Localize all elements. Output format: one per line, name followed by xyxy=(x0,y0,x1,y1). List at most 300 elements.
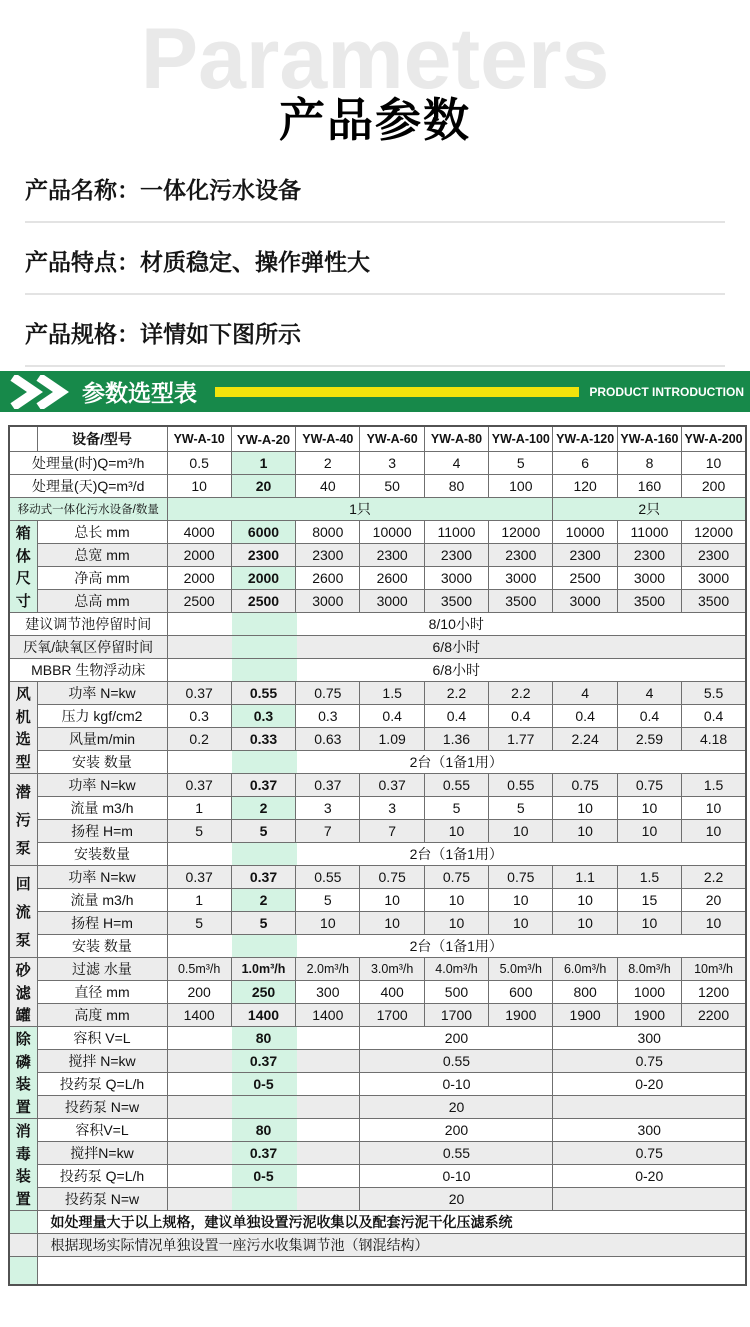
value-cell: 15 xyxy=(617,889,681,912)
value-cell: 1400 xyxy=(231,1004,295,1027)
value-cell: 8.0m³/h xyxy=(617,958,681,981)
value-cell: 3 xyxy=(296,797,360,820)
merged-value-cell: 2台（1备1用） xyxy=(167,843,746,866)
merged-value-cell xyxy=(167,1096,360,1119)
value-cell: 0.4 xyxy=(360,705,424,728)
value-cell: 1200 xyxy=(682,981,746,1004)
value-cell: 160 xyxy=(617,475,681,498)
group-spacer-cell xyxy=(9,1257,37,1286)
value-cell: 10 xyxy=(360,912,424,935)
value-cell: 3500 xyxy=(617,590,681,613)
value-cell: 2.24 xyxy=(553,728,617,751)
model-col-header: YW-A-80 xyxy=(424,426,488,452)
table-row xyxy=(9,1211,746,1234)
value-cell: 1700 xyxy=(424,1004,488,1027)
value-cell: 2300 xyxy=(682,544,746,567)
param-row-label: 投药泵 Q=L/h xyxy=(37,1073,167,1096)
value-cell: 12000 xyxy=(682,521,746,544)
value-cell: 0.75 xyxy=(424,866,488,889)
table-row xyxy=(9,981,746,1004)
value-cell: 4.0m³/h xyxy=(424,958,488,981)
value-cell: 10 xyxy=(553,912,617,935)
value-cell: 1700 xyxy=(360,1004,424,1027)
merged-value-cell: 0-5 xyxy=(167,1165,360,1188)
merged-value-cell: 0-5 xyxy=(167,1073,360,1096)
param-row-label: 净高 mm xyxy=(37,567,167,590)
value-cell: 2600 xyxy=(360,567,424,590)
value-cell: 11000 xyxy=(617,521,681,544)
value-cell: 10 xyxy=(553,797,617,820)
value-cell: 10 xyxy=(617,820,681,843)
merged-value-cell: 1只 xyxy=(167,498,553,521)
table-row xyxy=(9,1234,746,1257)
merged-value-cell: 0.37 xyxy=(167,1050,360,1073)
table-row xyxy=(9,958,746,981)
value-cell: 10 xyxy=(489,820,553,843)
merged-value-cell: 6/8小时 xyxy=(167,636,746,659)
parameter-selection-table xyxy=(8,425,747,1286)
value-cell: 2600 xyxy=(296,567,360,590)
value-cell: 12000 xyxy=(489,521,553,544)
highlight-stripe xyxy=(232,751,297,773)
merged-value-cell: 300 xyxy=(553,1119,746,1142)
value-cell: 2 xyxy=(296,452,360,475)
value-cell: 3500 xyxy=(424,590,488,613)
param-row-label: 总宽 mm xyxy=(37,544,167,567)
param-row-label: 总长 mm xyxy=(37,521,167,544)
value-cell: 1900 xyxy=(617,1004,681,1027)
group-label: 除 磷 装 置 xyxy=(9,1027,37,1119)
group-label: 潜 污 泵 xyxy=(9,774,37,866)
model-col-header: YW-A-160 xyxy=(617,426,681,452)
value-cell: 3000 xyxy=(553,590,617,613)
value-cell: 1.1 xyxy=(553,866,617,889)
note-row-text: 根据现场实际情况单独设置一座污水收集调节池（钢混结构） xyxy=(37,1234,746,1257)
param-row-label: 安装数量 xyxy=(37,843,167,866)
group-spacer-cell xyxy=(9,1234,37,1257)
param-row-label: 流量 m3/h xyxy=(37,797,167,820)
value-cell: 0.3 xyxy=(296,705,360,728)
value-cell: 10 xyxy=(682,797,746,820)
table-row xyxy=(9,1096,746,1119)
param-row-label: 投药泵 N=w xyxy=(37,1188,167,1211)
table-row xyxy=(9,889,746,912)
value-cell: 5 xyxy=(231,912,295,935)
group-spacer-cell xyxy=(9,1211,37,1234)
value-cell: 0.37 xyxy=(167,774,231,797)
value-cell: 3000 xyxy=(489,567,553,590)
value-cell: 3 xyxy=(360,452,424,475)
table-row xyxy=(9,567,746,590)
value-cell: 0.75 xyxy=(617,774,681,797)
param-row-label: 投药泵 N=w xyxy=(37,1096,167,1119)
table-row xyxy=(9,1257,746,1286)
merged-value-cell: 0-20 xyxy=(553,1073,746,1096)
value-cell: 4000 xyxy=(167,521,231,544)
merged-value-cell: 20 xyxy=(360,1096,553,1119)
table-row xyxy=(9,705,746,728)
merged-value-cell: 0.75 xyxy=(553,1142,746,1165)
table-row xyxy=(9,728,746,751)
value-cell: 5 xyxy=(231,820,295,843)
highlight-stripe xyxy=(232,636,297,658)
table-row xyxy=(9,935,746,958)
value-cell: 0.55 xyxy=(231,682,295,705)
value-cell: 300 xyxy=(296,981,360,1004)
value-cell: 0.37 xyxy=(231,866,295,889)
value-cell: 1400 xyxy=(296,1004,360,1027)
param-row-label: 处理量(时)Q=m³/h xyxy=(9,452,167,475)
value-cell: 2.2 xyxy=(489,682,553,705)
model-col-header: YW-A-60 xyxy=(360,426,424,452)
param-row-label: 安装 数量 xyxy=(37,751,167,774)
section-banner xyxy=(0,371,750,412)
table-row xyxy=(9,521,746,544)
table-row xyxy=(9,613,746,636)
spec-product-size: 产品规格：详情如下图所示 xyxy=(25,316,725,367)
value-cell: 0.55 xyxy=(424,774,488,797)
param-row-label: 建议调节池停留时间 xyxy=(9,613,167,636)
value-cell: 3000 xyxy=(360,590,424,613)
param-row-label: 处理量(天)Q=m³/d xyxy=(9,475,167,498)
value-cell: 10 xyxy=(424,820,488,843)
merged-value-cell: 2台（1备1用） xyxy=(167,935,746,958)
group-label: 风 机 选 型 xyxy=(9,682,37,774)
value-cell: 2.59 xyxy=(617,728,681,751)
value-cell: 3000 xyxy=(682,567,746,590)
value-cell: 800 xyxy=(553,981,617,1004)
merged-value-cell: 80 xyxy=(167,1027,360,1050)
value-cell: 200 xyxy=(167,981,231,1004)
value-cell: 1 xyxy=(231,452,295,475)
value-cell: 1.5 xyxy=(360,682,424,705)
merged-value-cell xyxy=(553,1188,746,1211)
merged-value-cell: 20 xyxy=(360,1188,553,1211)
value-cell: 0.75 xyxy=(360,866,424,889)
page-title: 产品参数 xyxy=(279,94,471,146)
value-cell: 0.75 xyxy=(296,682,360,705)
table-header-row xyxy=(9,426,746,452)
value-cell: 7 xyxy=(296,820,360,843)
value-cell: 0.4 xyxy=(553,705,617,728)
merged-value-cell: 2只 xyxy=(553,498,746,521)
value-cell: 3000 xyxy=(296,590,360,613)
watermark-parameters: Parameters xyxy=(140,11,610,107)
value-cell: 3000 xyxy=(424,567,488,590)
table-row xyxy=(9,1142,746,1165)
merged-value-cell: 2台（1备1用） xyxy=(167,751,746,774)
value-cell: 3500 xyxy=(682,590,746,613)
value-cell: 120 xyxy=(553,475,617,498)
value-cell: 10 xyxy=(424,912,488,935)
merged-value-cell: 80 xyxy=(167,1119,360,1142)
model-col-header: YW-A-20 xyxy=(231,426,295,452)
value-cell: 5 xyxy=(489,452,553,475)
value-cell: 10 xyxy=(617,797,681,820)
value-cell: 2500 xyxy=(553,567,617,590)
table-row xyxy=(9,1027,746,1050)
table-row xyxy=(9,1004,746,1027)
value-cell: 4.18 xyxy=(682,728,746,751)
value-cell: 2300 xyxy=(617,544,681,567)
value-cell: 2000 xyxy=(167,567,231,590)
merged-value-cell xyxy=(167,1188,360,1211)
banner-yellow-bar xyxy=(215,387,579,397)
model-col-header: YW-A-10 xyxy=(167,426,231,452)
param-row-label: 总高 mm xyxy=(37,590,167,613)
spec-table xyxy=(8,425,747,1286)
param-row-label: 搅拌N=kw xyxy=(37,1142,167,1165)
value-cell: 0.37 xyxy=(360,774,424,797)
value-cell: 7 xyxy=(360,820,424,843)
value-cell: 3000 xyxy=(617,567,681,590)
highlight-stripe xyxy=(232,1096,297,1118)
highlight-stripe xyxy=(232,1188,297,1210)
table-row xyxy=(9,682,746,705)
table-row xyxy=(9,774,746,797)
param-row-label: 容积 V=L xyxy=(37,1027,167,1050)
value-cell: 2500 xyxy=(167,590,231,613)
value-cell: 2000 xyxy=(231,567,295,590)
table-row xyxy=(9,1073,746,1096)
value-cell: 2500 xyxy=(231,590,295,613)
value-cell: 2300 xyxy=(553,544,617,567)
value-cell: 1.5 xyxy=(682,774,746,797)
highlight-stripe xyxy=(232,935,297,957)
table-row xyxy=(9,636,746,659)
value-cell: 4 xyxy=(617,682,681,705)
value-cell: 80 xyxy=(424,475,488,498)
table-row xyxy=(9,797,746,820)
value-cell: 2300 xyxy=(296,544,360,567)
value-cell: 0.2 xyxy=(167,728,231,751)
value-cell: 1.5 xyxy=(617,866,681,889)
value-cell: 0.37 xyxy=(296,774,360,797)
param-row-label: 搅拌 N=kw xyxy=(37,1050,167,1073)
spec-product-name: 产品名称：一体化污水设备 xyxy=(25,172,725,223)
param-row-label: 扬程 H=m xyxy=(37,820,167,843)
value-cell: 2.2 xyxy=(682,866,746,889)
merged-value-cell: 200 xyxy=(360,1119,553,1142)
value-cell: 5 xyxy=(167,820,231,843)
value-cell: 2300 xyxy=(360,544,424,567)
value-cell: 0.63 xyxy=(296,728,360,751)
table-row xyxy=(9,1188,746,1211)
value-cell: 0.55 xyxy=(296,866,360,889)
table-row xyxy=(9,590,746,613)
merged-value-cell: 0-10 xyxy=(360,1165,553,1188)
value-cell: 2 xyxy=(231,889,295,912)
value-cell: 100 xyxy=(489,475,553,498)
product-spec-list xyxy=(25,172,725,388)
group-label: 砂 滤 罐 xyxy=(9,958,37,1027)
param-row-label: 压力 kgf/cm2 xyxy=(37,705,167,728)
value-cell: 10000 xyxy=(553,521,617,544)
value-cell: 6 xyxy=(553,452,617,475)
value-cell: 0.3 xyxy=(231,705,295,728)
value-cell: 0.4 xyxy=(489,705,553,728)
param-row-label: 投药泵 Q=L/h xyxy=(37,1165,167,1188)
param-row-label: 高度 mm xyxy=(37,1004,167,1027)
note-row-text xyxy=(37,1257,746,1286)
table-row xyxy=(9,912,746,935)
param-row-label: 过滤 水量 xyxy=(37,958,167,981)
table-row xyxy=(9,1119,746,1142)
value-cell: 1 xyxy=(167,797,231,820)
value-cell: 5 xyxy=(424,797,488,820)
table-row xyxy=(9,866,746,889)
value-cell: 10 xyxy=(617,912,681,935)
highlight-stripe xyxy=(232,843,297,865)
merged-value-cell: 0.37 xyxy=(167,1142,360,1165)
value-cell: 10 xyxy=(682,912,746,935)
merged-value-cell: 0.55 xyxy=(360,1050,553,1073)
value-cell: 1.77 xyxy=(489,728,553,751)
value-cell: 6000 xyxy=(231,521,295,544)
model-col-header: YW-A-200 xyxy=(682,426,746,452)
value-cell: 4 xyxy=(553,682,617,705)
value-cell: 2.0m³/h xyxy=(296,958,360,981)
value-cell: 1000 xyxy=(617,981,681,1004)
value-cell: 5.0m³/h xyxy=(489,958,553,981)
param-row-label: 风量m/min xyxy=(37,728,167,751)
value-cell: 5.5 xyxy=(682,682,746,705)
value-cell: 5 xyxy=(296,889,360,912)
value-cell: 0.75 xyxy=(489,866,553,889)
value-cell: 2300 xyxy=(424,544,488,567)
highlight-stripe xyxy=(232,613,297,635)
param-row-label: 功率 N=kw xyxy=(37,774,167,797)
table-row xyxy=(9,820,746,843)
value-cell: 2300 xyxy=(231,544,295,567)
merged-value-cell: 0.75 xyxy=(553,1050,746,1073)
value-cell: 0.5 xyxy=(167,452,231,475)
param-row-label: 直径 mm xyxy=(37,981,167,1004)
value-cell: 10000 xyxy=(360,521,424,544)
group-label: 消 毒 装 置 xyxy=(9,1119,37,1211)
value-cell: 50 xyxy=(360,475,424,498)
value-cell: 6.0m³/h xyxy=(553,958,617,981)
value-cell: 10 xyxy=(682,452,746,475)
table-row xyxy=(9,475,746,498)
value-cell: 20 xyxy=(231,475,295,498)
value-cell: 10 xyxy=(553,889,617,912)
value-cell: 11000 xyxy=(424,521,488,544)
merged-value-cell: 0.55 xyxy=(360,1142,553,1165)
value-cell: 400 xyxy=(360,981,424,1004)
value-cell: 10 xyxy=(424,889,488,912)
param-row-label: 厌氧/缺氧区停留时间 xyxy=(9,636,167,659)
banner-right-label: PRODUCT INTRODUCTION xyxy=(589,384,744,399)
value-cell: 0.37 xyxy=(231,774,295,797)
value-cell: 2.2 xyxy=(424,682,488,705)
value-cell: 10 xyxy=(553,820,617,843)
value-cell: 0.37 xyxy=(167,866,231,889)
model-col-header: YW-A-120 xyxy=(553,426,617,452)
value-cell: 0.4 xyxy=(682,705,746,728)
table-row xyxy=(9,498,746,521)
value-cell: 0.55 xyxy=(489,774,553,797)
value-cell: 40 xyxy=(296,475,360,498)
value-cell: 10 xyxy=(489,889,553,912)
param-row-label: 移动式一体化污水设备/数量 xyxy=(9,498,167,521)
note-row-text: 如处理量大于以上规格，建议单独设置污泥收集以及配套污泥干化压滤系统 xyxy=(37,1211,746,1234)
value-cell: 1400 xyxy=(167,1004,231,1027)
param-row-label: 扬程 H=m xyxy=(37,912,167,935)
value-cell: 5 xyxy=(489,797,553,820)
merged-value-cell: 6/8小时 xyxy=(167,659,746,682)
corner-cell xyxy=(9,426,37,452)
merged-value-cell: 0-10 xyxy=(360,1073,553,1096)
value-cell: 0.37 xyxy=(167,682,231,705)
value-cell: 0.75 xyxy=(553,774,617,797)
spec-product-feature: 产品特点：材质稳定、操作弹性大 xyxy=(25,244,725,295)
table-row xyxy=(9,843,746,866)
value-cell: 10 xyxy=(296,912,360,935)
value-cell: 3 xyxy=(360,797,424,820)
value-cell: 5 xyxy=(167,912,231,935)
merged-value-cell: 8/10小时 xyxy=(167,613,746,636)
value-cell: 200 xyxy=(682,475,746,498)
model-col-header: YW-A-40 xyxy=(296,426,360,452)
merged-value-cell: 200 xyxy=(360,1027,553,1050)
table-row xyxy=(9,659,746,682)
value-cell: 20 xyxy=(682,889,746,912)
group-label: 回 流 泵 xyxy=(9,866,37,958)
table-row xyxy=(9,751,746,774)
value-cell: 10 xyxy=(489,912,553,935)
model-col-header: YW-A-100 xyxy=(489,426,553,452)
value-cell: 2 xyxy=(231,797,295,820)
value-cell: 0.33 xyxy=(231,728,295,751)
value-cell: 1.0m³/h xyxy=(231,958,295,981)
value-cell: 1.09 xyxy=(360,728,424,751)
param-row-label: 功率 N=kw xyxy=(37,866,167,889)
value-cell: 250 xyxy=(231,981,295,1004)
value-cell: 0.3 xyxy=(167,705,231,728)
param-row-label: 功率 N=kw xyxy=(37,682,167,705)
param-row-label: 流量 m3/h xyxy=(37,889,167,912)
param-row-label: 容积V=L xyxy=(37,1119,167,1142)
value-cell: 0.4 xyxy=(424,705,488,728)
highlight-stripe xyxy=(232,659,297,681)
value-cell: 1900 xyxy=(553,1004,617,1027)
param-row-label: MBBR 生物浮动床 xyxy=(9,659,167,682)
value-cell: 10 xyxy=(360,889,424,912)
value-cell: 0.4 xyxy=(617,705,681,728)
merged-value-cell: 0-20 xyxy=(553,1165,746,1188)
value-cell: 1900 xyxy=(489,1004,553,1027)
value-cell: 0.5m³/h xyxy=(167,958,231,981)
param-row-label: 安装 数量 xyxy=(37,935,167,958)
value-cell: 1.36 xyxy=(424,728,488,751)
value-cell: 2000 xyxy=(167,544,231,567)
value-cell: 2300 xyxy=(489,544,553,567)
value-cell: 3.0m³/h xyxy=(360,958,424,981)
value-cell: 4 xyxy=(424,452,488,475)
value-cell: 1 xyxy=(167,889,231,912)
merged-value-cell xyxy=(553,1096,746,1119)
group-label: 箱 体 尺 寸 xyxy=(9,521,37,613)
device-model-header: 设备/型号 xyxy=(37,426,167,452)
value-cell: 2200 xyxy=(682,1004,746,1027)
value-cell: 8000 xyxy=(296,521,360,544)
value-cell: 600 xyxy=(489,981,553,1004)
banner-title: 参数选型表 xyxy=(82,380,197,406)
double-chevron-icon xyxy=(7,375,69,409)
table-row xyxy=(9,544,746,567)
table-row xyxy=(9,452,746,475)
